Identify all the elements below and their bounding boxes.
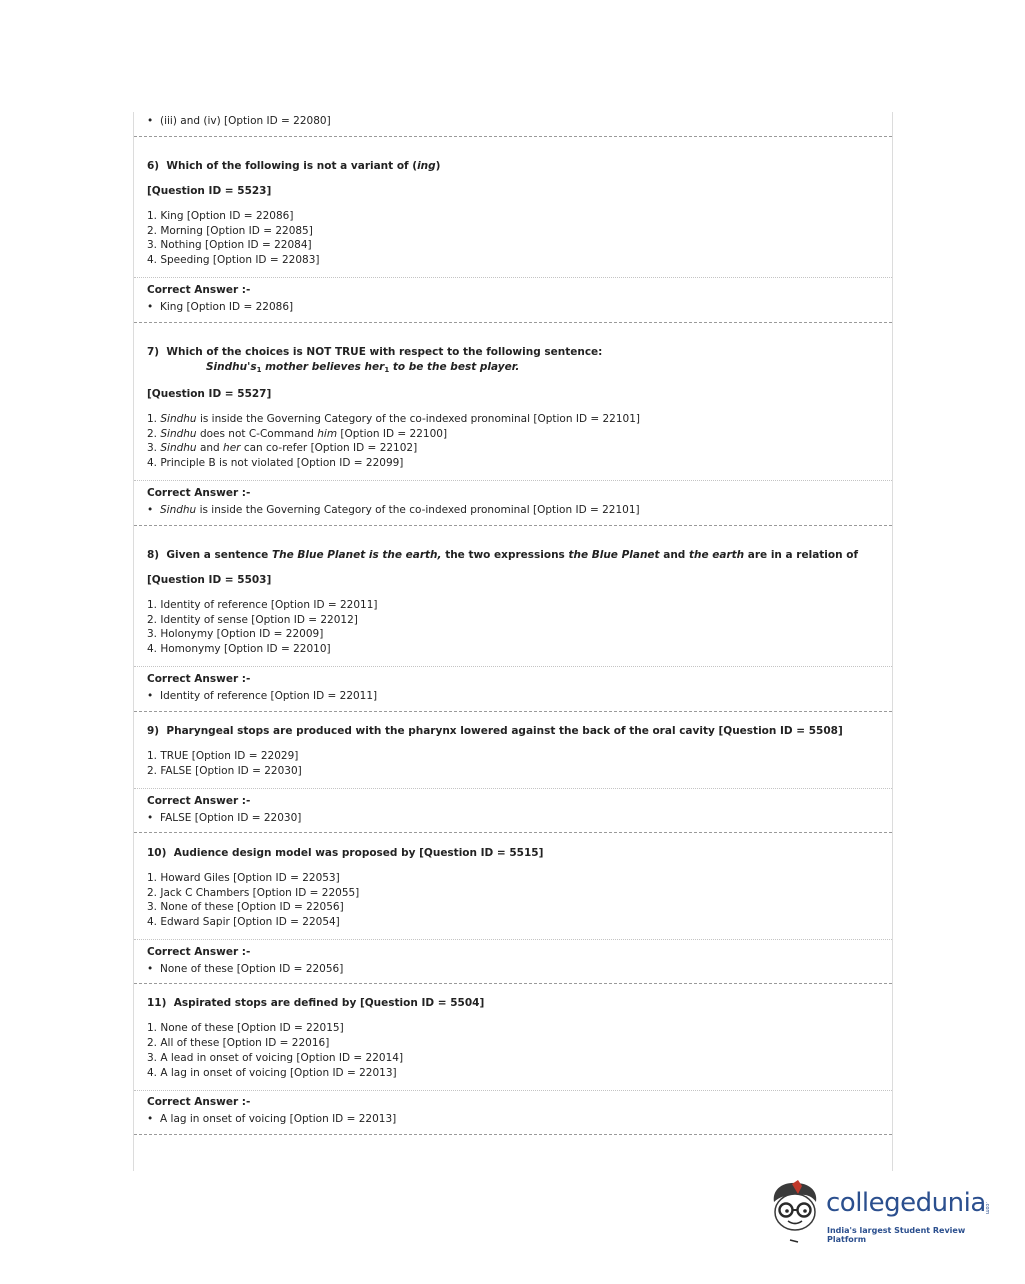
- separator: [134, 277, 892, 278]
- separator: [134, 1134, 892, 1135]
- separator: [134, 788, 892, 789]
- question-11-option: 2. All of these [Option ID = 22016]: [147, 1037, 330, 1049]
- separator: [134, 832, 892, 833]
- question-10-option: 2. Jack C Chambers [Option ID = 22055]: [147, 887, 360, 899]
- separator: [134, 983, 892, 984]
- question-8-option: 4. Homonymy [Option ID = 22010]: [147, 643, 331, 655]
- question-6-option: 1. King [Option ID = 22086]: [147, 210, 294, 222]
- logo-domain: .com: [984, 1202, 990, 1215]
- question-7-option: 1. Sindhu is inside the Governing Category of the co-indexed pronominal [Option ID = 22101]: [147, 413, 640, 425]
- question-8-text: 8) Given a sentence The Blue Planet is the earth, the two expressions the Blue Planet and the earth are in a relation of: [147, 549, 859, 561]
- separator: [134, 711, 892, 712]
- question-11-option: 1. None of these [Option ID = 22015]: [147, 1022, 344, 1034]
- logo-wordmark: collegedunia: [826, 1188, 986, 1218]
- question-paper: [133, 112, 893, 1171]
- question-6-answer-heading: Correct Answer :-: [147, 284, 251, 296]
- separator: [134, 322, 892, 323]
- question-7-text: 7) Which of the choices is NOT TRUE with respect to the following sentence:: [147, 346, 603, 358]
- question-9-answer-heading: Correct Answer :-: [147, 795, 251, 807]
- question-6-answer: • King [Option ID = 22086]: [147, 301, 294, 313]
- question-10-text: 10) Audience design model was proposed by [Question ID = 5515]: [147, 847, 544, 859]
- question-11-option: 3. A lead in onset of voicing [Option ID = 22014]: [147, 1052, 404, 1064]
- question-7-option: 2. Sindhu does not C-Command him [Option ID = 22100]: [147, 428, 448, 440]
- question-9-option: 2. FALSE [Option ID = 22030]: [147, 765, 302, 777]
- question-11-option: 4. A lag in onset of voicing [Option ID = 22013]: [147, 1067, 397, 1079]
- question-9-answer: • FALSE [Option ID = 22030]: [147, 812, 302, 824]
- question-6-text: 6) Which of the following is not a variant of (ing): [147, 160, 441, 172]
- question-6-option: 2. Morning [Option ID = 22085]: [147, 225, 313, 237]
- question-10-option: 4. Edward Sapir [Option ID = 22054]: [147, 916, 340, 928]
- question-9-option: 1. TRUE [Option ID = 22029]: [147, 750, 299, 762]
- separator: [134, 136, 892, 137]
- question-7-option: 4. Principle B is not violated [Option ID = 22099]: [147, 457, 404, 469]
- mascot-icon: [768, 1180, 826, 1244]
- question-8-id: [Question ID = 5503]: [147, 574, 272, 586]
- question-8-option: 3. Holonymy [Option ID = 22009]: [147, 628, 324, 640]
- question-10-option: 3. None of these [Option ID = 22056]: [147, 901, 344, 913]
- question-10-answer-heading: Correct Answer :-: [147, 946, 251, 958]
- question-11-text: 11) Aspirated stops are defined by [Question ID = 5504]: [147, 997, 485, 1009]
- question-9-text: 9) Pharyngeal stops are produced with the pharynx lowered against the back of the oral cavity [Question ID = 5508]: [147, 725, 843, 737]
- question-7-answer-heading: Correct Answer :-: [147, 487, 251, 499]
- question-8-option: 2. Identity of sense [Option ID = 22012]: [147, 614, 358, 626]
- separator: [134, 1090, 892, 1091]
- question-8-answer-heading: Correct Answer :-: [147, 673, 251, 685]
- question-6-option: 3. Nothing [Option ID = 22084]: [147, 239, 312, 251]
- question-7-option: 3. Sindhu and her can co-refer [Option ID = 22102]: [147, 442, 418, 454]
- separator: [134, 939, 892, 940]
- question-6-option: 4. Speeding [Option ID = 22083]: [147, 254, 320, 266]
- question-8-option: 1. Identity of reference [Option ID = 22011]: [147, 599, 378, 611]
- question-7-sentence: $Sindhu's_1$ mother believes her$_1$ to be the best player.: [206, 361, 520, 374]
- question-7-answer: • Sindhu is inside the Governing Category of the co-indexed pronominal [Option ID = 22101]: [147, 504, 640, 516]
- question-6-id: [Question ID = 5523]: [147, 185, 272, 197]
- separator: [134, 480, 892, 481]
- question-10-option: 1. Howard Giles [Option ID = 22053]: [147, 872, 340, 884]
- question-7-id: [Question ID = 5527]: [147, 388, 272, 400]
- collegedunia-logo[interactable]: [768, 1180, 1000, 1250]
- separator: [134, 666, 892, 667]
- question-10-answer: • None of these [Option ID = 22056]: [147, 963, 344, 975]
- separator: [134, 525, 892, 526]
- question-11-answer-heading: Correct Answer :-: [147, 1096, 251, 1108]
- question-11-answer: • A lag in onset of voicing [Option ID = 22013]: [147, 1113, 397, 1125]
- carry-over-option: • (iii) and (iv) [Option ID = 22080]: [147, 115, 331, 127]
- logo-tagline: India's largest Student Review Platform: [827, 1226, 966, 1244]
- question-8-answer: • Identity of reference [Option ID = 22011]: [147, 690, 378, 702]
